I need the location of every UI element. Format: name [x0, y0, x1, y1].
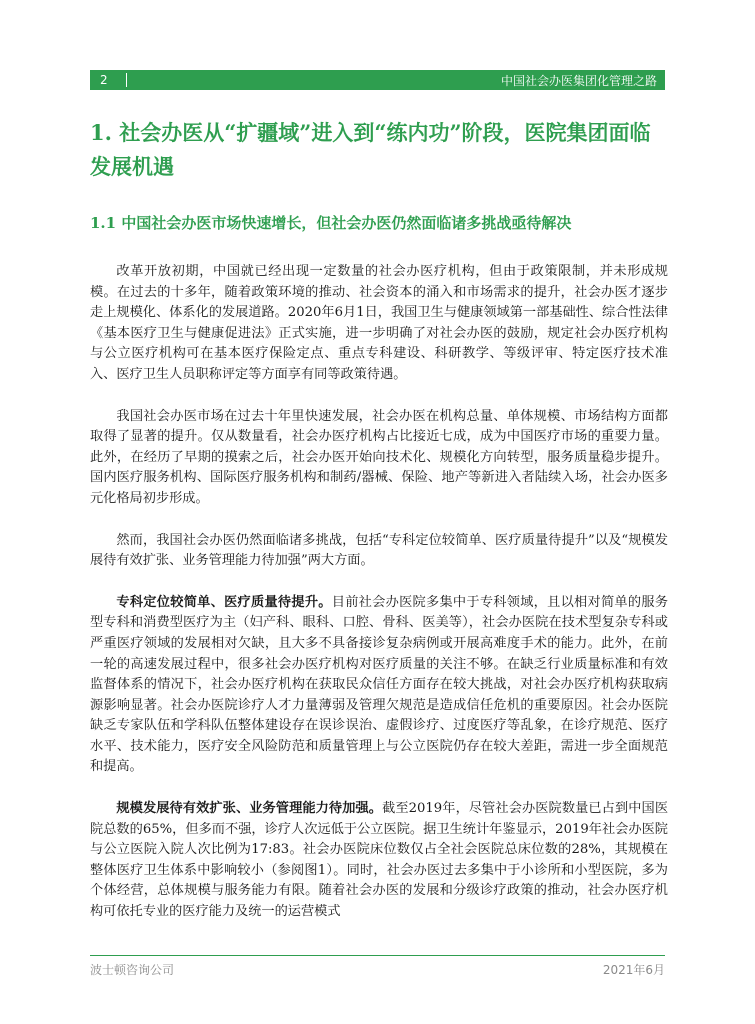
- paragraph-text: 截至2019年，尽管社会办医院数量已占到中国医院总数的65%，但多而不强，诊疗人次远低于公立医院。据卫生统计年鉴显示，2019年社会办医院与公立医院入院人次比例为17:83。社会办医院床位数仅占全社会医院总床位数的28%，其规模在整体医疗卫生体系中影响较小（参阅图1）。同时，社会办医过去多集中于小诊所和小型医院，多为个体经营，总体规模与服务能力有限。随着社会办医的发展和分级诊疗政策的推动，社会办医疗机构可依托专业的医疗能力及统一的运营模式: [90, 801, 669, 920]
- section-title: 1. 社会办医从“扩疆域”进入到“练内功”阶段，医院集团面临发展机遇: [90, 120, 651, 179]
- paragraph-lead: 规模发展待有效扩张、业务管理能力待加强。: [116, 801, 383, 817]
- paragraph-intro: [90, 262, 668, 386]
- paragraph-lead: 专科定位较简单、医疗质量待提升。: [116, 594, 332, 610]
- footer-divider: [90, 955, 665, 956]
- paragraph-text: 目前社会办医院多集中于专科领域，且以相对简单的服务型专科和消费型医疗为主（妇产科、眼科、口腔、骨科、医美等），社会办医院在技术型复杂专科或严重医疗领域的发展相对欠缺，且大多不具备接诊复杂病例或开展高难度手术的能力。此外，在前一轮的高速发展过程中，很多社会办医疗机构对医疗质量的关注不够。在缺乏行业质量标准和有效监督体系的情况下，社会办医疗机构在获取民众信任方面存在较大挑战，对社会办医疗机构获取病源影响显著。社会办医院诊疗人才力量薄弱及管理欠规范是造成信任危机的重要原因。社会办医院缺乏专家队伍和学科队伍整体建设存在误诊误治、虚假诊疗、过度医疗等乱象，在诊疗规范、医疗水平、技术能力，医疗安全风险防范和质量管理上与公立医院仍存在较大差距，需进一步全面规范和提高。: [90, 594, 669, 775]
- paragraph-text: 我国社会办医市场在过去十年里快速发展，社会办医在机构总量、单体规模、市场结构方面都取得了显著的提升。仅从数量看，社会办医疗机构占比接近七成，成为中国医疗市场的重要力量。此外，在经历了早期的摸索之后，社会办医开始向技术化、规模化方向转型，服务质量稳步提升。国内医疗服务机构、国际医疗服务机构和制药/器械、保险、地产等新进入者陆续入场，社会办医多元化格局初步形成。: [90, 408, 668, 506]
- header-bar: [90, 70, 665, 90]
- paragraph-challenges: [90, 531, 668, 572]
- footer-date: 2021年6月: [602, 963, 665, 977]
- paragraph-specialty-quality: [90, 593, 668, 778]
- paragraph-scale-management: [90, 799, 668, 923]
- footer-company: 波士顿咨询公司: [90, 963, 175, 977]
- subsection-title: 1.1 中国社会办医市场快速增长，但社会办医仍然面临诸多挑战亟待解决: [90, 214, 572, 232]
- report-title: 中国社会办医集团化管理之路: [500, 73, 657, 88]
- paragraph-text: 然而，我国社会办医仍然面临诸多挑战，包括“专科定位较简单、医疗质量待提升”以及“规模发展待有效扩张、业务管理能力待加强”两大方面。: [90, 532, 668, 569]
- page-number: 2: [100, 73, 108, 87]
- paragraph-market-growth: [90, 407, 668, 510]
- header-divider: [126, 73, 127, 87]
- body-text: [90, 262, 668, 944]
- paragraph-text: 改革开放初期，中国就已经出现一定数量的社会办医疗机构，但由于政策限制，并未形成规模。在过去的十多年，随着政策环境的推动、社会资本的涌入和市场需求的提升，社会办医才逐步走上规模化、体系化的发展道路。2020年6月1日，我国卫生与健康领域第一部基础性、综合性法律《基本医疗卫生与健康促进法》正式实施，进一步明确了对社会办医的鼓励，规定社会办医疗机构与公立医疗机构可在基本医疗保险定点、重点专科建设、科研教学、等级评审、特定医疗技术准入、医疗卫生人员职称评定等方面享有同等政策待遇。: [90, 264, 668, 382]
